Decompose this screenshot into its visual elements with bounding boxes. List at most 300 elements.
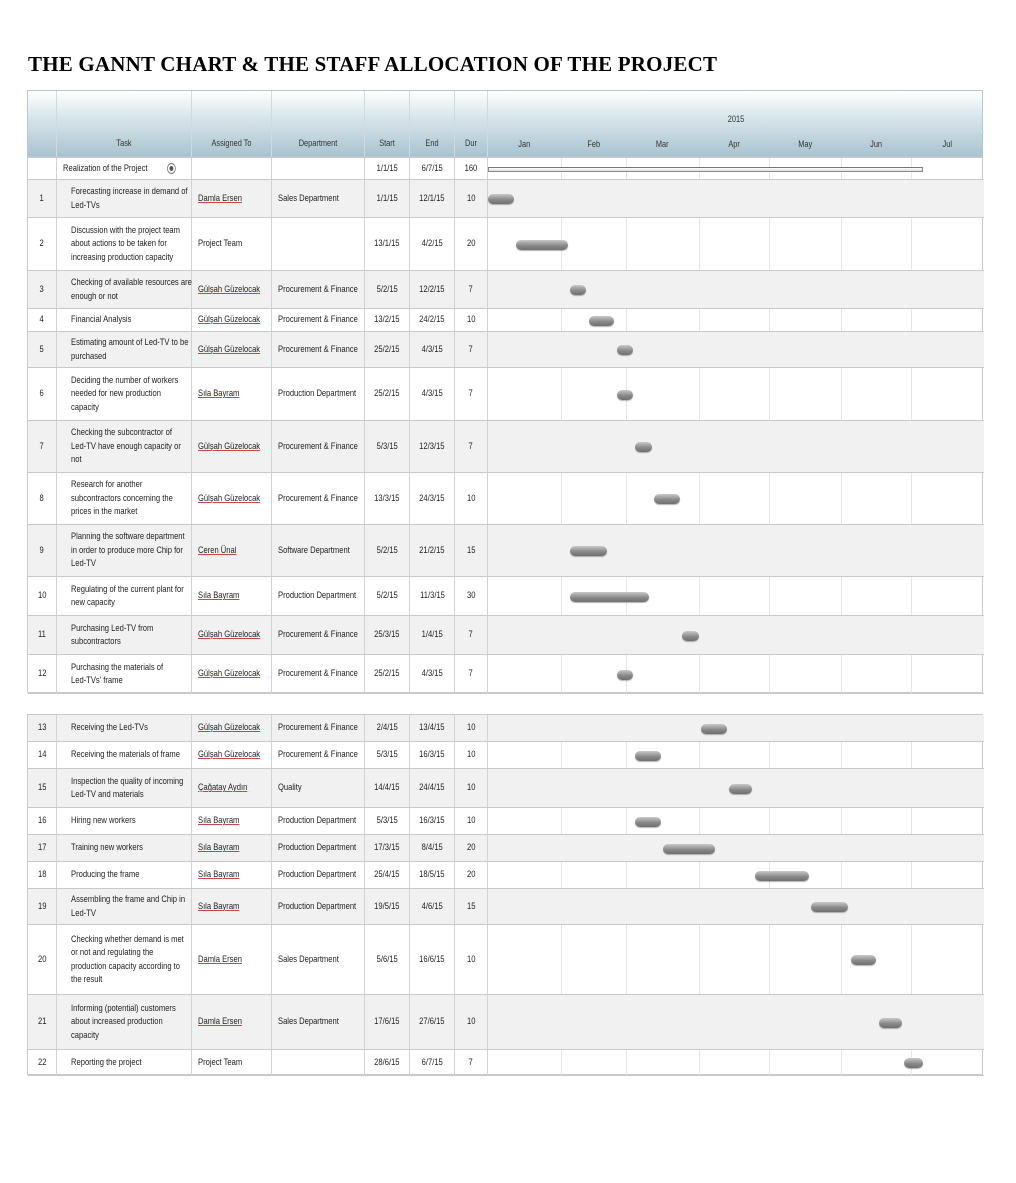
assigned-to-text: Gülşah Güzelocak	[198, 749, 261, 761]
gantt-bar-task-14[interactable]	[635, 751, 661, 761]
task-id-text: 3	[39, 283, 45, 295]
assigned-to-text: Sıla Bayram	[198, 590, 240, 602]
duration	[455, 742, 488, 768]
end-date	[410, 742, 455, 768]
timeline-divider	[488, 131, 984, 132]
start-date	[365, 808, 410, 834]
task-name	[57, 889, 192, 924]
month-label-feb: Feb	[586, 139, 600, 149]
end-date-text: 24/2/15	[419, 314, 445, 326]
start-date-text: 19/5/15	[374, 900, 400, 912]
task-name-text: Regulating of the current plant for new capacity	[71, 583, 184, 608]
task-id	[28, 742, 57, 768]
start-date	[365, 742, 410, 768]
duration-text: 15	[466, 544, 476, 556]
department	[272, 218, 365, 270]
end-date	[410, 332, 455, 367]
department	[272, 742, 365, 768]
start-date	[365, 995, 410, 1049]
end-date-text: 4/3/15	[421, 388, 443, 400]
start-date	[365, 835, 410, 861]
task-rows	[27, 714, 983, 1075]
assigned-to	[192, 889, 272, 924]
task-name-text: Checking whether demand is met or not and regulating the production capacity according to the result	[71, 933, 184, 985]
summary-task-name-text: Realization of the Project	[63, 162, 148, 174]
department-text: Procurement & Finance	[278, 314, 358, 326]
start-date-text: 13/1/15	[374, 238, 400, 250]
duration	[455, 889, 488, 924]
assigned-to-text: Ceren Ünal	[198, 544, 237, 556]
gantt-bar-task-22[interactable]	[904, 1058, 923, 1068]
task-id	[28, 808, 57, 834]
duration-text: 10	[466, 815, 476, 827]
assigned-to	[192, 995, 272, 1049]
task-id-text: 10	[37, 590, 47, 602]
start-date-text: 5/2/15	[376, 544, 398, 556]
start-date	[365, 525, 410, 576]
summary-start	[365, 158, 410, 179]
end-date-text: 4/3/15	[421, 343, 443, 355]
gantt-bar-task-16[interactable]	[635, 817, 661, 827]
department	[272, 332, 365, 367]
end-date	[410, 715, 455, 741]
task-id-text: 16	[37, 815, 47, 827]
row-number-column-header[interactable]	[28, 91, 57, 158]
department	[272, 808, 365, 834]
assigned-to-text: Gülşah Güzelocak	[198, 668, 261, 680]
task-name	[57, 271, 192, 308]
assigned-to	[192, 218, 272, 270]
task-column-header[interactable]	[57, 91, 192, 158]
task-name	[57, 925, 192, 994]
assigned-to	[192, 655, 272, 693]
assigned-to	[192, 616, 272, 654]
end-column-label: End	[425, 138, 439, 148]
summary-start-text: 1/1/15	[376, 162, 398, 174]
department	[272, 309, 365, 331]
task-id-text: 8	[39, 492, 45, 504]
duration-column-label: Dur	[465, 138, 477, 148]
department	[272, 577, 365, 615]
gantt-bar-task-11[interactable]	[682, 631, 698, 641]
end-date	[410, 808, 455, 834]
department	[272, 655, 365, 693]
department-text: Production Department	[278, 388, 357, 400]
month-label-jan: Jan	[518, 139, 531, 149]
task-row[interactable]	[28, 218, 984, 271]
start-date-text: 14/4/15	[374, 782, 400, 794]
duration-text: 10	[466, 1016, 476, 1028]
task-row[interactable]	[28, 995, 984, 1050]
department	[272, 769, 365, 807]
task-id	[28, 715, 57, 741]
task-name	[57, 715, 192, 741]
task-row[interactable]	[28, 525, 984, 577]
assigned-to-text: Sıla Bayram	[198, 815, 240, 827]
task-row[interactable]	[28, 835, 984, 862]
task-name	[57, 655, 192, 693]
task-name-text: Receiving the Led-TVs	[71, 722, 148, 734]
task-name-text: Receiving the materials of frame	[71, 749, 180, 761]
task-row[interactable]	[28, 1050, 984, 1076]
gantt-bar-task-4[interactable]	[589, 316, 615, 326]
department-text: Procurement & Finance	[278, 343, 358, 355]
task-row[interactable]	[28, 808, 984, 835]
start-date-text: 17/6/15	[374, 1016, 400, 1028]
end-date-text: 4/6/15	[421, 900, 443, 912]
duration	[455, 835, 488, 861]
task-name	[57, 309, 192, 331]
task-id	[28, 218, 57, 270]
task-name	[57, 577, 192, 615]
end-date-text: 27/6/15	[419, 1016, 445, 1028]
assigned-to-text: Sıla Bayram	[198, 388, 240, 400]
task-row[interactable]	[28, 180, 984, 218]
task-id-text: 14	[37, 749, 47, 761]
start-date-text: 5/3/15	[376, 440, 398, 452]
task-name-text: Purchasing Led-TV from subcontractors	[71, 622, 154, 647]
assigned-to-text: Gülşah Güzelocak	[198, 492, 261, 504]
department	[272, 525, 365, 576]
assigned-to-text: Damla Ersen	[198, 953, 242, 965]
task-id	[28, 925, 57, 994]
department	[272, 368, 365, 420]
task-id	[28, 835, 57, 861]
department	[272, 271, 365, 308]
end-date	[410, 862, 455, 888]
task-id	[28, 525, 57, 576]
start-date-text: 28/6/15	[374, 1056, 400, 1068]
task-id	[28, 180, 57, 217]
gantt-bar-task-20[interactable]	[851, 955, 877, 965]
start-date-text: 5/2/15	[376, 283, 398, 295]
department-text: Production Department	[278, 590, 357, 602]
duration	[455, 995, 488, 1049]
task-row[interactable]	[28, 742, 984, 769]
assigned-to-text: Project Team	[198, 1056, 243, 1068]
end-date-text: 16/6/15	[419, 953, 445, 965]
duration-text: 7	[468, 388, 474, 400]
end-date	[410, 925, 455, 994]
duration	[455, 655, 488, 693]
task-id	[28, 616, 57, 654]
task-id	[28, 473, 57, 524]
task-name	[57, 835, 192, 861]
task-id-text: 1	[39, 192, 45, 204]
duration-text: 10	[466, 722, 476, 734]
start-date-text: 5/2/15	[376, 590, 398, 602]
task-name-text: Forecasting increase in demand of Led-TVs	[71, 186, 188, 211]
gantt-bar-task-10[interactable]	[570, 592, 650, 602]
duration	[455, 769, 488, 807]
duration	[455, 368, 488, 420]
task-name-text: Discussion with the project team about actions to be taken for increasing production capacity	[71, 224, 180, 263]
gantt-bar-task-1[interactable]	[488, 194, 514, 204]
gantt-bar-task-6[interactable]	[617, 390, 633, 400]
duration-text: 10	[466, 492, 476, 504]
task-id	[28, 1050, 57, 1075]
start-date	[365, 368, 410, 420]
end-column-header[interactable]	[410, 91, 455, 158]
duration	[455, 862, 488, 888]
duration-column-header[interactable]	[455, 91, 488, 158]
start-date	[365, 473, 410, 524]
department	[272, 180, 365, 217]
end-date-text: 16/3/15	[419, 749, 445, 761]
task-id	[28, 271, 57, 308]
gantt-bar-task-17[interactable]	[663, 844, 714, 854]
task-id-text: 2	[39, 238, 45, 250]
task-row[interactable]	[28, 368, 984, 421]
assigned-to	[192, 715, 272, 741]
start-date	[365, 889, 410, 924]
start-date-text: 13/2/15	[374, 314, 400, 326]
assigned-to-text: Sıla Bayram	[198, 842, 240, 854]
gantt-bar-task-9[interactable]	[570, 546, 607, 556]
start-date	[365, 862, 410, 888]
summary-task-name	[57, 158, 192, 179]
department-text: Sales Department	[278, 1016, 339, 1028]
assigned-to	[192, 332, 272, 367]
task-id	[28, 889, 57, 924]
duration-text: 10	[466, 782, 476, 794]
task-name	[57, 332, 192, 367]
summary-bar	[488, 167, 923, 172]
gantt-bar-task-5[interactable]	[617, 345, 633, 355]
end-date	[410, 525, 455, 576]
start-date-text: 25/4/15	[374, 869, 400, 881]
duration	[455, 271, 488, 308]
start-date-text: 25/2/15	[374, 668, 400, 680]
task-id	[28, 769, 57, 807]
end-date	[410, 769, 455, 807]
department-text: Production Department	[278, 869, 357, 881]
start-date-text: 1/1/15	[376, 192, 398, 204]
end-date-text: 12/2/15	[419, 283, 445, 295]
assigned-to	[192, 835, 272, 861]
duration-text: 20	[466, 869, 476, 881]
department	[272, 715, 365, 741]
task-name	[57, 525, 192, 576]
duration-text: 7	[468, 1056, 474, 1068]
start-date	[365, 180, 410, 217]
department	[272, 616, 365, 654]
department-text: Procurement & Finance	[278, 722, 358, 734]
duration-text: 7	[468, 343, 474, 355]
end-date-text: 21/2/15	[419, 544, 445, 556]
department-text: Production Department	[278, 842, 357, 854]
start-column-header[interactable]	[365, 91, 410, 158]
department	[272, 995, 365, 1049]
duration	[455, 218, 488, 270]
end-date-text: 24/4/15	[419, 782, 445, 794]
task-row[interactable]	[28, 715, 984, 742]
task-rows	[27, 157, 983, 693]
gantt-bar-task-15[interactable]	[729, 784, 752, 794]
department-text: Software Department	[278, 544, 350, 556]
task-id	[28, 577, 57, 615]
assigned-to	[192, 769, 272, 807]
task-id-text: 7	[39, 440, 45, 452]
department-column-header[interactable]	[272, 91, 365, 158]
department	[272, 925, 365, 994]
task-id-text: 9	[39, 544, 45, 556]
start-date-text: 13/3/15	[374, 492, 400, 504]
department-text: Procurement & Finance	[278, 283, 358, 295]
department	[272, 889, 365, 924]
timeline-year-label: 2015	[727, 114, 745, 124]
start-date-text: 5/3/15	[376, 749, 398, 761]
month-label-may: May	[798, 139, 812, 149]
task-id-text: 15	[37, 782, 47, 794]
task-id-text: 6	[39, 388, 45, 400]
start-date-text: 5/6/15	[376, 953, 398, 965]
task-row[interactable]	[28, 889, 984, 925]
duration-text: 7	[468, 283, 474, 295]
start-date	[365, 715, 410, 741]
end-date-text: 4/2/15	[421, 238, 443, 250]
task-name	[57, 1050, 192, 1075]
duration	[455, 925, 488, 994]
assigned-to-text: Çağatay Aydın	[198, 782, 248, 794]
assigned-to-text: Sıla Bayram	[198, 900, 240, 912]
task-row[interactable]	[28, 421, 984, 473]
end-date-text: 24/3/15	[419, 492, 445, 504]
task-row[interactable]	[28, 862, 984, 889]
gantt-bar-task-19[interactable]	[811, 902, 848, 912]
assigned-to-text: Damla Ersen	[198, 1016, 242, 1028]
end-date-text: 11/3/15	[419, 590, 445, 602]
end-date	[410, 1050, 455, 1075]
department-text: Procurement & Finance	[278, 629, 358, 641]
start-date	[365, 421, 410, 472]
task-id-text: 19	[37, 900, 47, 912]
assigned-to-column-header[interactable]	[192, 91, 272, 158]
end-date	[410, 368, 455, 420]
duration-text: 10	[466, 749, 476, 761]
task-row[interactable]	[28, 271, 984, 309]
task-id-text: 18	[37, 869, 47, 881]
department-text: Quality	[278, 782, 302, 794]
task-name	[57, 421, 192, 472]
task-name	[57, 218, 192, 270]
start-date-text: 2/4/15	[376, 722, 398, 734]
start-date	[365, 925, 410, 994]
duration	[455, 808, 488, 834]
end-date	[410, 577, 455, 615]
duration-text: 10	[466, 953, 476, 965]
task-name-text: Training new workers	[71, 842, 143, 854]
department-text: Sales Department	[278, 953, 339, 965]
start-date-text: 25/2/15	[374, 343, 400, 355]
task-name-text: Financial Analysis	[71, 314, 132, 326]
start-date	[365, 769, 410, 807]
task-name-text: Estimating amount of Led-TV to be purchased	[71, 337, 189, 362]
department-text: Production Department	[278, 815, 357, 827]
task-id-text: 17	[37, 842, 47, 854]
duration	[455, 525, 488, 576]
end-date	[410, 655, 455, 693]
department	[272, 1050, 365, 1075]
start-date	[365, 655, 410, 693]
task-name-text: Assembling the frame and Chip in Led-TV	[71, 894, 186, 919]
end-date	[410, 180, 455, 217]
start-date-text: 17/3/15	[374, 842, 400, 854]
end-date-text: 12/3/15	[419, 440, 445, 452]
summary-row[interactable]	[28, 158, 984, 180]
task-name	[57, 862, 192, 888]
collapse-toggle-icon[interactable]	[167, 163, 176, 174]
end-date	[410, 271, 455, 308]
duration-text: 10	[466, 192, 476, 204]
end-date	[410, 616, 455, 654]
gantt-bar-task-7[interactable]	[635, 442, 651, 452]
assigned-to	[192, 271, 272, 308]
task-id	[28, 309, 57, 331]
task-row[interactable]	[28, 769, 984, 808]
start-date-text: 25/3/15	[374, 629, 400, 641]
gantt-bar-task-12[interactable]	[617, 670, 633, 680]
task-row[interactable]	[28, 655, 984, 694]
duration	[455, 577, 488, 615]
task-row[interactable]	[28, 473, 984, 525]
page-title: THE GANNT CHART & THE STAFF ALLOCATION OF THE PROJECT	[28, 52, 718, 76]
gantt-bar-task-2[interactable]	[516, 240, 567, 250]
table-header	[27, 90, 983, 157]
gantt-bar-task-18[interactable]	[755, 871, 809, 881]
department-text: Procurement & Finance	[278, 749, 358, 761]
task-row[interactable]	[28, 577, 984, 616]
start-date-text: 25/2/15	[374, 388, 400, 400]
department	[272, 835, 365, 861]
gantt-bar-task-3[interactable]	[570, 285, 586, 295]
assigned-to	[192, 180, 272, 217]
assigned-to	[192, 862, 272, 888]
gantt-bar-task-8[interactable]	[654, 494, 680, 504]
task-row[interactable]	[28, 616, 984, 655]
department	[272, 421, 365, 472]
end-date-text: 12/1/15	[419, 192, 445, 204]
duration	[455, 180, 488, 217]
assigned-to	[192, 577, 272, 615]
summary-empty-cell	[28, 158, 57, 179]
task-row[interactable]	[28, 309, 984, 332]
task-row[interactable]	[28, 925, 984, 995]
month-label-jul: Jul	[943, 139, 953, 149]
duration	[455, 421, 488, 472]
gantt-bar-task-13[interactable]	[701, 724, 727, 734]
start-date-text: 5/3/15	[376, 815, 398, 827]
task-id-text: 21	[37, 1016, 47, 1028]
department-column-label: Department	[298, 138, 338, 148]
end-date-text: 18/5/15	[419, 869, 445, 881]
task-name	[57, 769, 192, 807]
assigned-to	[192, 1050, 272, 1075]
duration-text: 15	[466, 900, 476, 912]
gantt-bar-task-21[interactable]	[879, 1018, 902, 1028]
assigned-to-text: Project Team	[198, 238, 243, 250]
start-date	[365, 271, 410, 308]
duration	[455, 309, 488, 331]
summary-end-text: 6/7/15	[421, 162, 443, 174]
task-name-text: Informing (potential) customers about increased production capacity	[71, 1002, 176, 1041]
task-row[interactable]	[28, 332, 984, 368]
duration	[455, 473, 488, 524]
task-name-text: Producing the frame	[71, 869, 140, 881]
task-name	[57, 995, 192, 1049]
assigned-to	[192, 925, 272, 994]
summary-empty-cell	[192, 158, 272, 179]
